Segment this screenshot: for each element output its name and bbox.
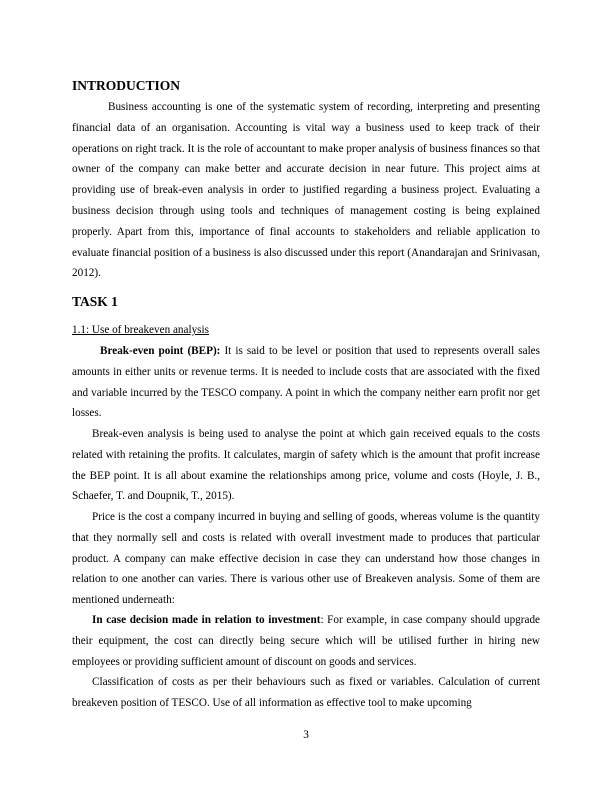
bep-term: Break-even point (BEP): — [100, 345, 221, 357]
task1-heading: TASK 1 — [72, 294, 118, 309]
investment-decision-paragraph — [72, 610, 540, 672]
introduction-paragraph: Business accounting is one of the systematic system of recording, interpreting and presenting financial data of an organisation. Accounting is vital way a business used to keep track of their operations on right track. It is the role of accountant to make proper analysis of business finances so that owner of the company can make better and accurate decision in near future. This project aims at providing use of break-even analysis in order to justified regarding a business project. Evaluating a business decision through using tools and techniques of management costing is being explained properly. Apart from this, importance of final accounts to stakeholders and reliable application to evaluate financial position of a business is also discussed under this report (Anandarajan and Srinivasan, 2012). — [72, 101, 540, 280]
breakeven-analysis-paragraph: Break-even analysis is being used to analyse the point at which gain received equals to the costs related with retaining the profits. It calculates, margin of safety which is the amount that profit increase the BEP point. It is all about examine the relationships among price, volume and costs (Hoyle, J. B., Schaefer, T. and Doupnik, T., 2015). — [72, 428, 540, 503]
bep-paragraph — [72, 341, 540, 424]
cost-classification-paragraph: Classification of costs as per their behaviours such as fixed or variables. Calculation of current breakeven position of TESCO. Use of all information as effective tool to make upcoming — [72, 676, 540, 709]
investment-definition: : For example, in case company should upgrade their equipment, the cost can directly being secure which will be utilised further in hiring new employees or providing sufficient amount of discount on goods and services. — [72, 614, 541, 668]
investment-term: In case decision made in relation to investment — [92, 614, 321, 626]
introduction-heading: INTRODUCTION — [72, 78, 181, 93]
page-number: 3 — [303, 729, 309, 741]
bep-definition: It is said to be level or position that used to represents overall sales amounts in either units or revenue terms. It is needed to include costs that are associated with the fixed and variable incurred by the TESCO company. A point in which the company neither earn profit nor get losses. — [72, 345, 540, 420]
section-1-1-subheading: 1.1: Use of breakeven analysis — [72, 324, 210, 336]
price-volume-paragraph: Price is the cost a company incurred in buying and selling of goods, whereas volume is the quantity that they normally sell and costs is related with overall investment made to produces that particular product. A company can make effective decision in case they can understand how those changes in relation to one another can varies. There is various other use of Breakeven analysis. Some of them are mentioned underneath: — [72, 511, 540, 607]
